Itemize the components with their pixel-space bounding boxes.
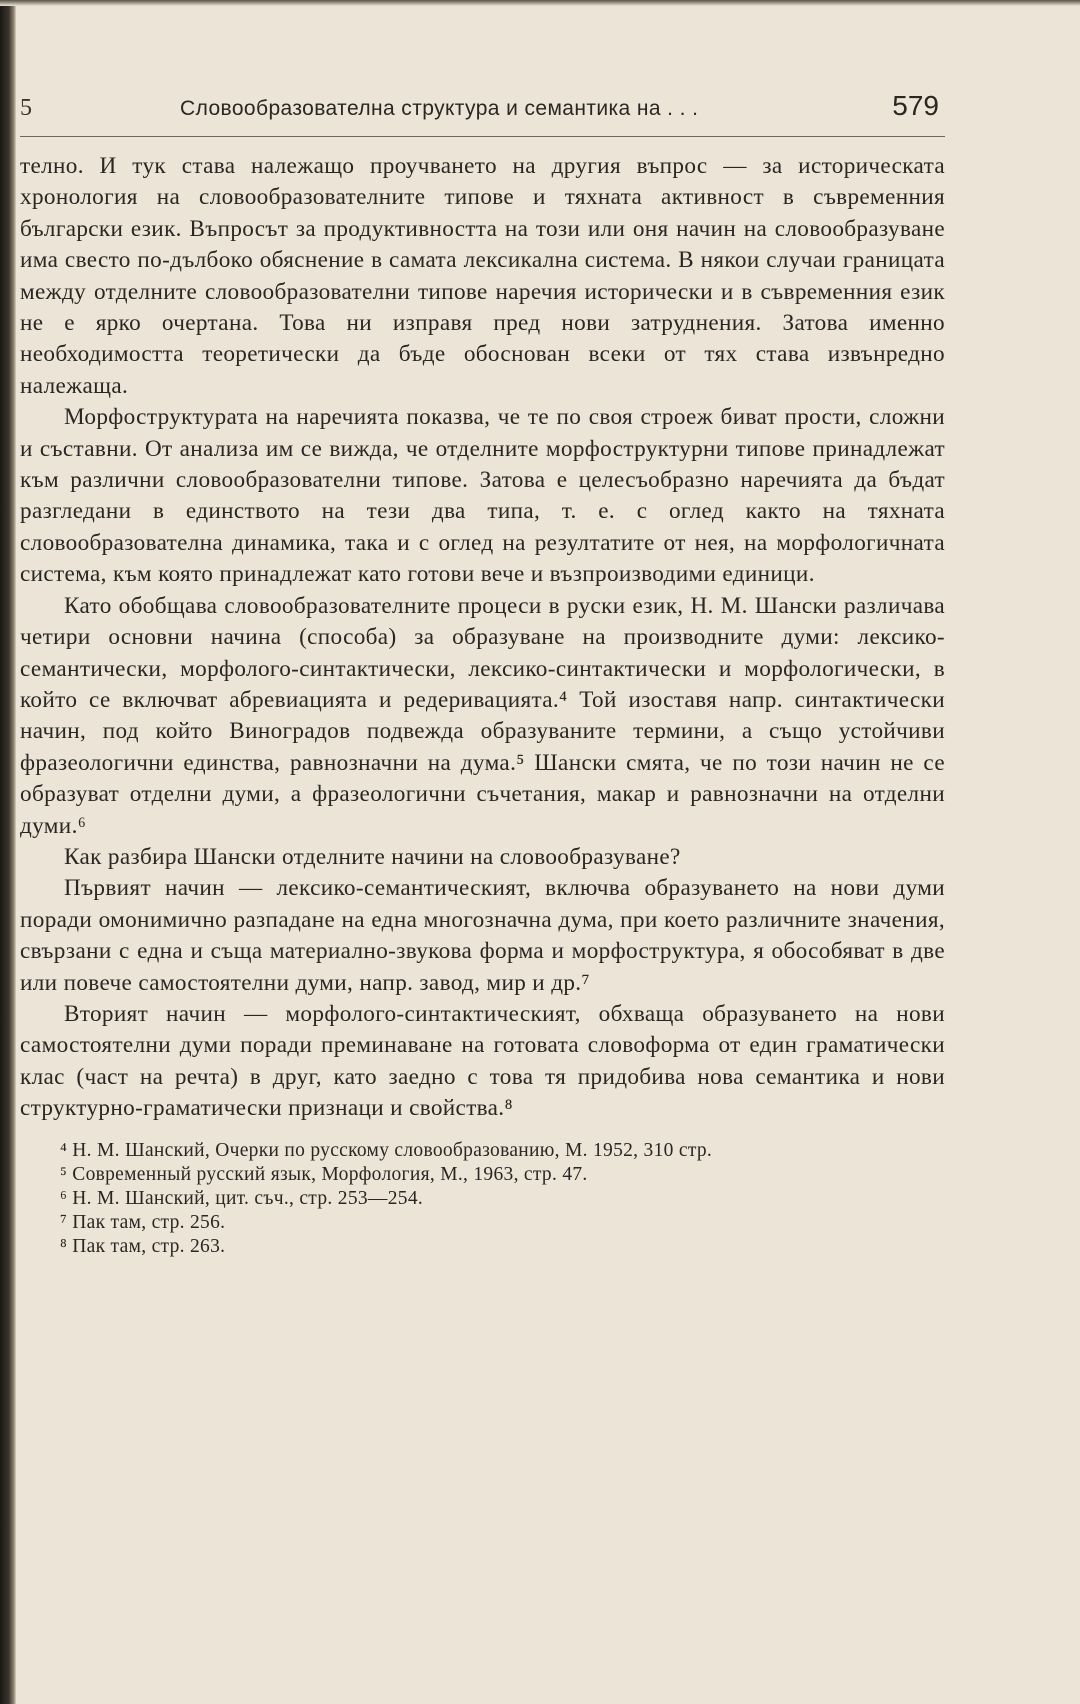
footnote-8: ⁸ Пак там, стр. 263. (60, 1235, 226, 1257)
book-page (20, 90, 945, 1259)
body-text (20, 151, 945, 1125)
paragraph-3: Като обобщава словообразователните процеси в руски език, Н. М. Шански различава четири основни начина (способа) за образуване на производните думи: лексико-семантически, морфолого-синтактически, лексико-синтактически и морфологически, в който се включват абревиацията и редеривацията.⁴ Той изоставя напр. синтактически начин, под който Виноградов подвежда образуваните термини, а също устойчиви фразеологични единства, равнозначни на дума.⁵ Шански смята, че по този начин не се образуват отделни думи, а фразеологични съчетания, макар и равнозначни на отделни думи.⁶ (20, 592, 945, 839)
running-header (20, 90, 945, 137)
paragraph-4: Как разбира Шански отделните начини на словообразуване? (64, 843, 681, 870)
paragraph-5: Първият начин — лексико-семантическият, включва образуването на нови думи поради омонимично разпадане на една многозначна дума, при което различните значения, свързани с една и съща материално-звукова форма и морфоструктура, я обособяват в две или повече самостоятелни думи, напр. завод, мир и др.⁷ (20, 875, 945, 996)
running-title: Словообразователна структура и семантика на . . . (180, 97, 699, 120)
page-top-edge (0, 0, 1080, 6)
footnotes (20, 1139, 945, 1259)
footnote-6: ⁶ Н. М. Шанский, цит. съч., стр. 253—254. (60, 1187, 424, 1209)
margin-mark: 5 (20, 95, 32, 121)
footnote-5: ⁵ Современный русский язык, Морфология, М., 1963, стр. 47. (60, 1163, 588, 1185)
footnote-4: ⁴ Н. М. Шанский, Очерки по русскому словообразованию, М. 1952, 310 стр. (60, 1139, 713, 1161)
page-number: 579 (892, 90, 939, 121)
paragraph-2: Морфоструктурата на наречията показва, че те по своя строеж биват прости, сложни и съставни. От анализа им се вижда, че отделните морфоструктурни типове принадлежат към различни словообразователни типове. Затова е целесъобразно наречията да бъдат разгледани в единството на тези два типа, т. е. с оглед както на тяхната словообразователна динамика, така и с оглед на резултатите от нея, на морфологичната система, към която принадлежат като готови вече и възпроизводими единици. (20, 404, 945, 588)
footnote-7: ⁷ Пак там, стр. 256. (60, 1211, 226, 1233)
paragraph-1: телно. И тук става належащо проучването на другия въпрос — за историческата хронология на словообразователните типове и тяхната активност в съвременния български език. Въпросът за продуктивността на този или оня начин на словообразуване има свесто по-дълбоко обяснение в самата лексикална система. В някои случаи границата между отделните словообразователни типове наречия исторически и в съвременния език не е ярко очертана. Това ни изправя пред нови затруднения. Затова именно необходимостта теоретически да бъде обоснован всеки от тях става извънредно належаща. (20, 153, 945, 399)
page-binding-shadow (0, 0, 16, 1704)
paragraph-6: Вторият начин — морфолого-синтактическият, обхваща образуването на нови самостоятелни думи поради преминаване на готовата словоформа от един граматически клас (част на речта) в друг, като заедно с това тя придобива нова семантика и нови структурно-граматически признаци и свойства.⁸ (20, 1000, 945, 1122)
